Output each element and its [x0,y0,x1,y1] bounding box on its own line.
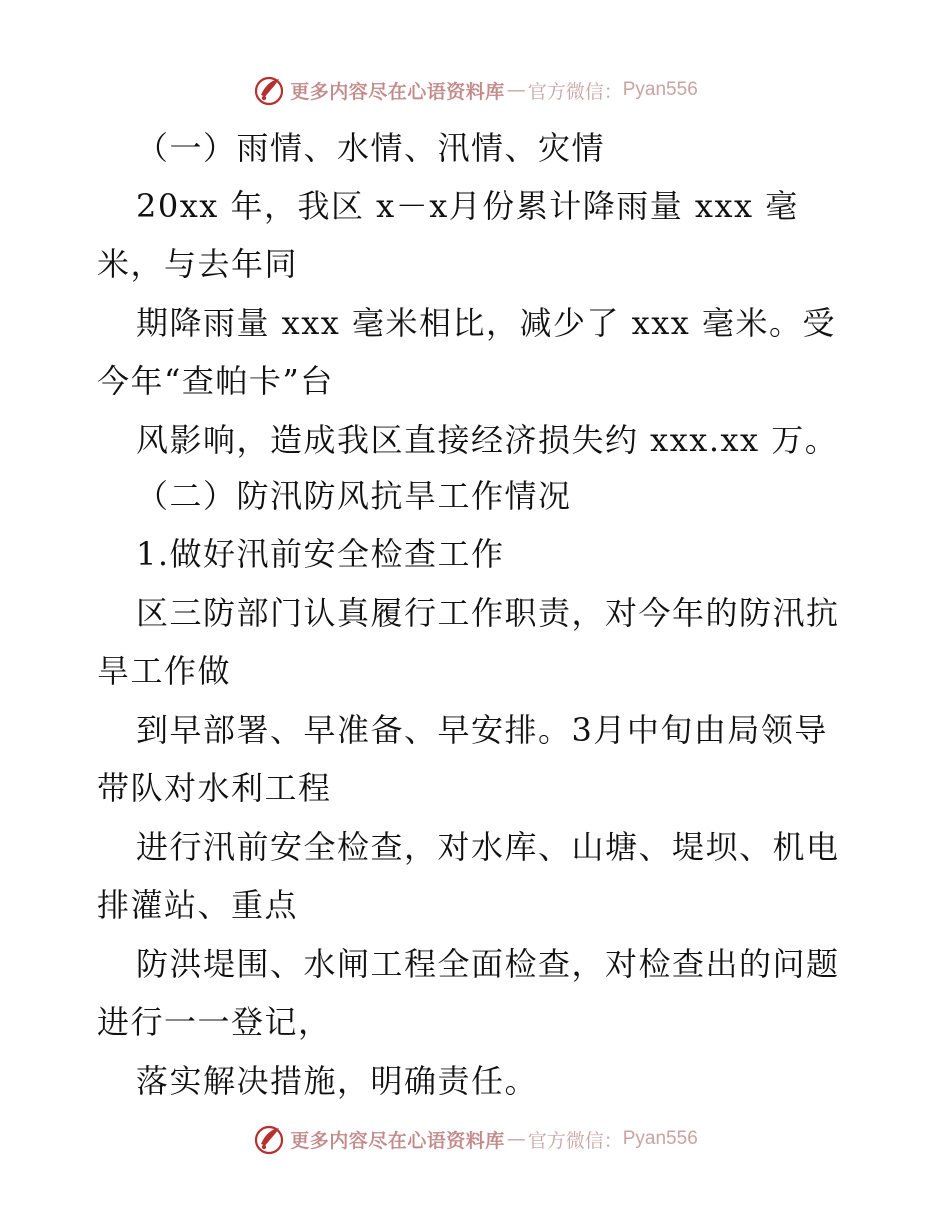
banner-title: 更多内容尽在心语资料库 [290,80,505,103]
banner-dash: — [506,1128,526,1150]
section-heading-1: （一）雨情、水情、汛情、灾情 [136,129,606,167]
paragraph-line: 米，与去年同 [97,245,299,283]
paragraph-line: 防洪堤围、水闸工程全面检查，对检查出的问题 [136,945,840,983]
banner-title: 更多内容尽在心语资料库 [290,1129,505,1152]
banner-dash: — [506,79,526,101]
section-heading-2: （二）防汛防风抗旱工作情况 [136,477,572,515]
banner-wechat-id: Pyan556 [622,79,698,100]
banner-contact-label: 官方微信： [527,80,623,103]
paragraph-line: 进行汛前安全检查，对水库、山塘、堤坝、机电 [136,828,840,866]
paragraph-line: 期降雨量 xxx 毫米相比，减少了 xxx 毫米。受 [136,304,836,342]
banner-wechat-id: Pyan556 [622,1128,698,1149]
paragraph-line: 带队对水利工程 [97,769,332,807]
paragraph-line: 到早部署、早准备、早安排。3月中旬由局领导 [136,711,828,749]
subsection-heading: 1.做好汛前安全检查工作 [136,535,505,573]
paragraph-line: 今年“查帕卡”台 [97,362,334,400]
paragraph-line: 20xx 年，我区 x－x月份累计降雨量 xxx 毫 [136,187,799,225]
paragraph-line: 进行一一登记， [97,1003,332,1041]
header-banner [0,70,950,110]
paragraph-line: 落实解决措施，明确责任。 [136,1062,539,1100]
paragraph-line: 风影响，造成我区直接经济损失约 xxx.xx 万。 [136,421,839,459]
paragraph-line: 区三防部门认真履行工作职责，对今年的防汛抗 [136,594,840,632]
footer-banner [0,1119,950,1159]
banner-contact-label: 官方微信： [527,1129,623,1152]
paragraph-line: 旱工作做 [97,652,232,690]
paragraph-line: 排灌站、重点 [97,886,299,924]
brand-logo-icon [252,1122,286,1156]
brand-logo-icon [252,73,286,107]
